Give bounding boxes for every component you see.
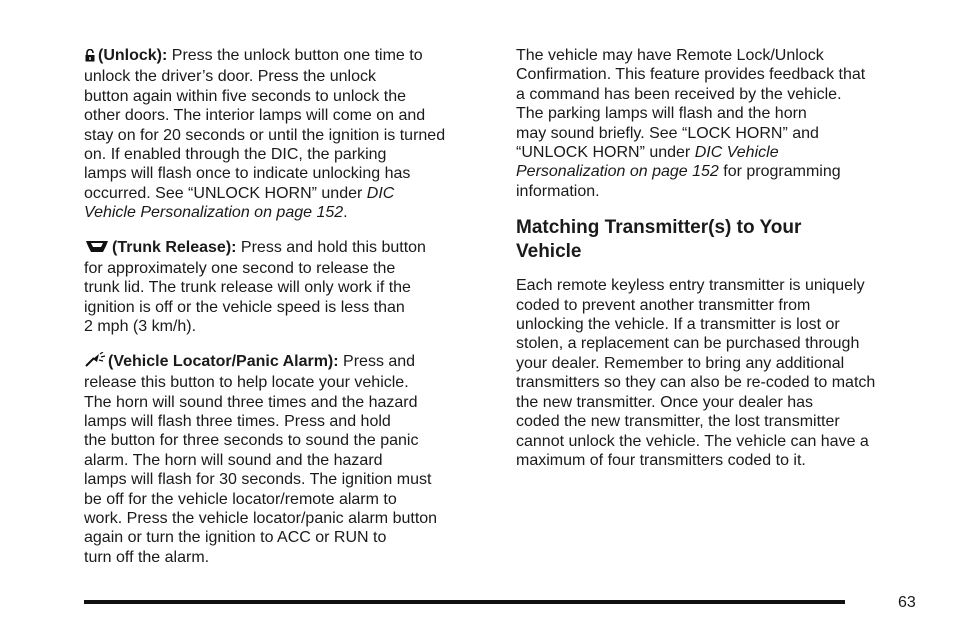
panic-alarm-horn-icon bbox=[84, 352, 106, 373]
section-heading: Matching Transmitter(s) to Your Vehicle bbox=[516, 217, 802, 263]
unlock-paragraph: (Unlock): Press the unlock button one time to unlock the driver’s door. Press the unlock button again within five seconds to unlock the other doors. The interior lamps will come on and stay on for 20 seconds or until the ignition is turned on. If enabled through the DIC, the parking lamps will flash once to indicate unlocking has occurred. See “UNLOCK HORN” under DIC Vehicle Personalization on page 152. bbox=[84, 47, 446, 222]
panic-alarm-label: (Vehicle Locator/Panic Alarm): bbox=[108, 352, 339, 370]
unlock-padlock-icon bbox=[84, 48, 96, 67]
right-column bbox=[516, 46, 926, 485]
unlock-cross-reference-page: Vehicle Personalization on page 152 bbox=[84, 204, 344, 222]
panic-alarm-paragraph: (Vehicle Locator/Panic Alarm): Press and release this button to help locate your vehicle. The horn will sound three times and the hazard lamps will flash three times. Press and hold the button for three seconds to sound the panic alarm. The horn will sound and the hazard lamps will flash for 30 seconds. The ignition must be off for the vehicle locator/remote alarm to work. Press the vehicle locator/panic alarm button again or turn the ignition to ACC or RUN to turn off the alarm. bbox=[84, 352, 438, 566]
trunk-release-paragraph: (Trunk Release): Press and hold this button for approximately one second to release the trunk lid. The trunk release will only work if the ignition is off or the vehicle speed is less than 2 mph (3 km/h). bbox=[84, 238, 426, 336]
remote-confirmation-paragraph: The vehicle may have Remote Lock/Unlock Confirmation. This feature provides feedback that a command has been received by the vehicle. The parking lamps will flash and the horn may sound briefly. See “LOCK HORN” and “UNLOCK HORN” under DIC Vehicle Personalization on page 152 for programming information. bbox=[516, 47, 866, 200]
trunk-release-label: (Trunk Release): bbox=[112, 238, 237, 256]
footer-rule bbox=[84, 600, 845, 604]
dic-cross-reference-page: Personalization on page 152 bbox=[516, 163, 719, 181]
page-number: 63 bbox=[898, 594, 916, 611]
dic-cross-reference: DIC Vehicle bbox=[694, 144, 779, 162]
trunk-release-car-icon bbox=[84, 238, 110, 259]
unlock-label: (Unlock): bbox=[98, 47, 168, 64]
left-column bbox=[84, 46, 494, 582]
unlock-cross-reference: DIC bbox=[366, 184, 395, 202]
matching-transmitter-paragraph: Each remote keyless entry transmitter is uniquely coded to prevent another transmitter from unlocking the vehicle. If a transmitter is lost or stolen, a replacement can be purchased through your dealer. Remember to bring any additional transmitters so they can also be re-coded to match the new transmitter. Once your dealer has coded the new transmitter, the lost transmitter cannot unlock the vehicle. The vehicle can have a maximum of four transmitters coded to it. bbox=[516, 277, 876, 469]
